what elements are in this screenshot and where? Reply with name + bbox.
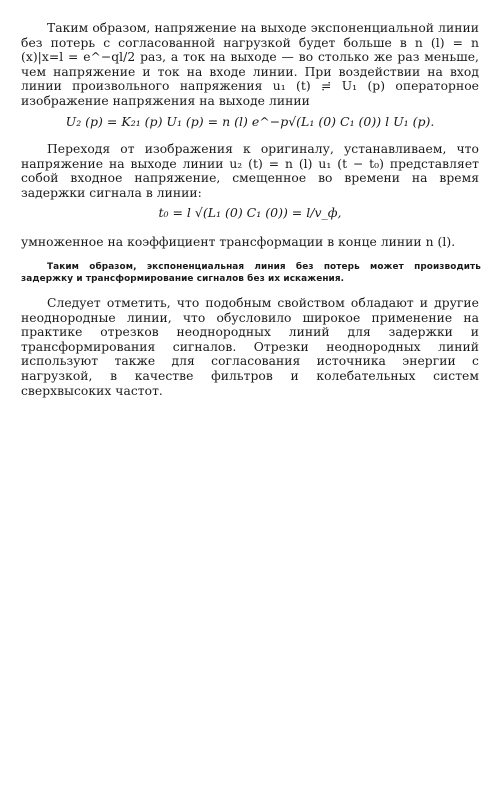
equation-2 xyxy=(21,205,479,220)
paragraph-2-text: Переходя от изображения к оригиналу, устанавливаем, что напряжение на выходе линии u₂ (t) = n (l) u₁ (t − t₀) представляет собой входное напряжение, смещенное во времени на время задержки сигнала в линии: xyxy=(21,142,479,200)
highlighted-note xyxy=(21,262,481,286)
paragraph-3-text: умноженное на коэффициент трансформации в конце линии n (l). xyxy=(21,235,456,249)
paragraph-1-text: Таким образом, напряжение на выходе экспоненциальной линии без потерь с согласованной нагрузкой будет больше в n (l) = n (x)|x=l = e^−ql/2 раз, а ток на выходе — во столько же раз меньше, чем напряжение и ток на входе линии. При воздействии на вход линии произвольного напряжения u₁ (t) ≓ U₁ (p) операторное изображение напряжения на выходе линии xyxy=(21,21,479,108)
highlighted-note-text: Таким образом, экспоненциальная линия без потерь может производить задержку и трансформирование сигналов без их искажения. xyxy=(21,262,481,284)
paragraph-3 xyxy=(21,235,479,250)
equation-1-text: U₂ (p) = K₂₁ (p) U₁ (p) = n (l) e^−p√(L₁ (0) C₁ (0)) l U₁ (p). xyxy=(65,114,435,129)
paragraph-2 xyxy=(21,142,479,200)
paragraph-1 xyxy=(21,21,479,109)
paragraph-4-text: Следует отметить, что подобным свойством обладают и другие неоднородные линии, что обусловило широкое применение на практике отрезков неоднородных линий для задержки и трансформирования сигналов. Отрезки неоднородных линий используют также для согласования источника энергии с нагрузкой, в качестве фильтров и колебательных систем сверхвысоких частот. xyxy=(21,296,479,398)
paragraph-4 xyxy=(21,296,479,398)
equation-2-text: t₀ = l √(L₁ (0) C₁ (0)) = l/v_ф, xyxy=(158,205,342,220)
equation-1 xyxy=(21,114,479,129)
